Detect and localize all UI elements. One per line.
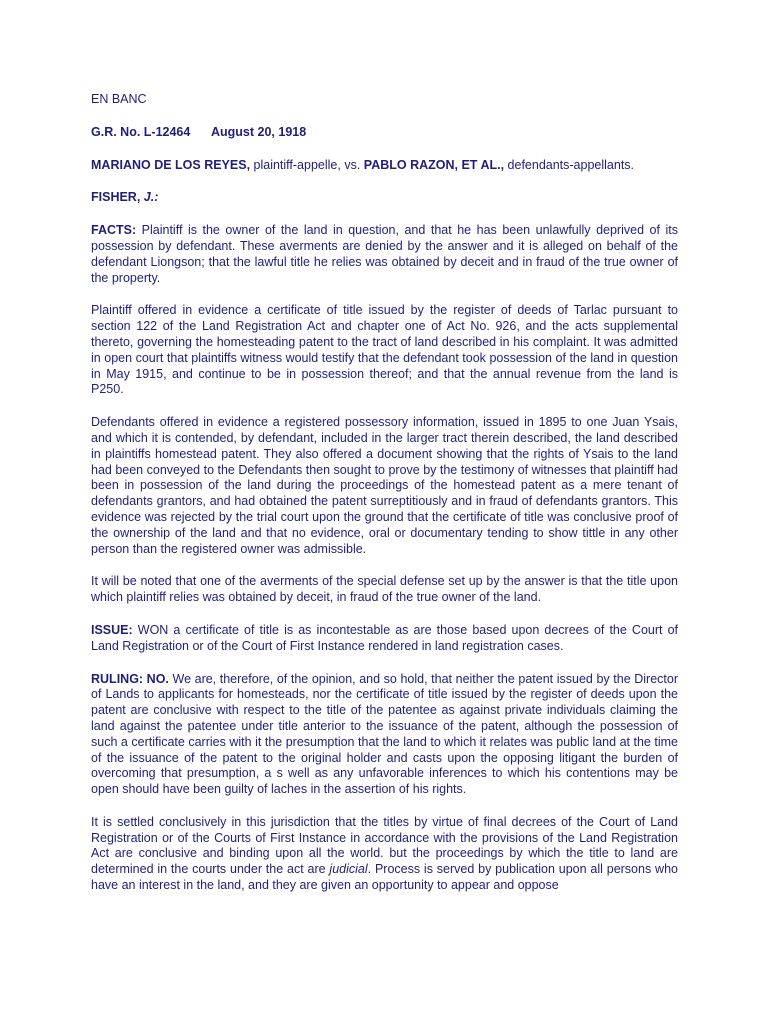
ponente-name: FISHER, — [91, 190, 144, 205]
case-parties — [91, 158, 678, 174]
case-header — [91, 125, 678, 141]
plaintiff-name: MARIANO DE LOS REYES, — [91, 157, 251, 172]
settled-text-after: . Process is served by publication upon all persons who have an interest in the land, and they are given an opportunity to appear and oppose — [91, 862, 678, 893]
decision-body — [91, 92, 678, 911]
facts-text: Plaintiff is the owner of the land in question, and that he has been unlawfully deprived of its possession by defendant. These averments are denied by the answer and it is alleged on behalf of the defendant Liongson; that the lawful title he relies was obtained by deceit and in fraud of the true owner of the property. — [91, 223, 678, 285]
defendants-evidence-paragraph: Defendants offered in evidence a registered possessory information, issued in 1895 to one Juan Ysais, and which it is contended, by defendant, included in the larger tract therein described, the land described in plaintiffs homestead patent. They also offered a document showing that the rights of Ysais to the land had been conveyed to the Defendants then sought to prove by the testimony of witnesses that plaintiff had been in possession of the land during the proceedings of the homestead patent as a mere tenant of defendants grantors, and had obtained the patent surreptitiously and in fraud of defendants grantors. This evidence was rejected by the trial court upon the ground that the certificate of title was conclusive proof of the ownership of the land and that no evidence, oral or documentary tending to show tittle in any other person than the registered owner was admissible. — [91, 415, 678, 556]
issue-label: ISSUE: — [91, 622, 133, 637]
special-defense-paragraph: It will be noted that one of the averments of the special defense set up by the answer is that the title upon which plaintiff relies was obtained by deceit, in fraud of the true owner of the land. — [91, 574, 678, 605]
ponente — [91, 190, 678, 206]
settled-paragraph — [91, 815, 678, 894]
ruling-text: We are, therefore, of the opinion, and so hold, that neither the patent issued by the Director of Lands to applicants for homesteads, nor the certificate of title issued by the register of deeds upon the patent are conclusive with respect to the title of the patentee as against private individuals claiming the land against the patentee under title anterior to the issuance of the patent, although the possession of such a certificate carries with it the presumption that the land to which it relates was public land at the time of the issuance of the patent to the original holder and casts upon the opposing litigant the burden of overcoming that presumption, a s well as any unfavorable inferences to which his contentions may be open should have been guilty of laches in the assertion of his rights. — [91, 671, 678, 797]
ruling-paragraph — [91, 672, 678, 798]
facts-paragraph — [91, 223, 678, 286]
settled-emphasis: judicial — [329, 862, 368, 877]
plaintiff-evidence-paragraph: Plaintiff offered in evidence a certificate of title issued by the register of deeds of Tarlac pursuant to section 122 of the Land Registration Act and chapter one of Act No. 926, and the acts supplemental thereto, governing the homesteading patent to the tract of land described in his complaint. It was admitted in open court that plaintiffs witness would testify that the defendant took possession of the land in question in May 1915, and continue to be in possession thereof; and that the annual revenue from the land is P250. — [91, 303, 678, 397]
division-label: EN BANC — [91, 92, 147, 106]
facts-label: FACTS: — [91, 223, 137, 238]
division-heading — [91, 92, 678, 108]
case-number: G.R. No. L-12464 — [91, 124, 191, 139]
settled-text-before: It is settled conclusively in this jurisdiction that the titles by virtue of final decrees of the Court of Land Registration or of the Courts of First Instance in accordance with the provisions of the Land Registration Act are conclusive and binding upon all the world. but the proceedings by which the title to land are determined in the courts under the act are — [91, 814, 678, 877]
issue-text: WON a certificate of title is as incontestable as are those based upon decrees of the Court of Land Registration or of the Court of First Instance rendered in land registration cases. — [91, 622, 678, 653]
ruling-label: RULING: NO. — [91, 671, 169, 686]
defendant-name: PABLO RAZON, ET AL., — [363, 157, 505, 172]
case-date: August 20, 1918 — [211, 124, 307, 139]
defendant-role: defendants-appellants. — [504, 157, 635, 172]
ponente-suffix: J.: — [143, 190, 159, 205]
plaintiff-role: plaintiff-appelle, vs. — [250, 157, 364, 172]
issue-paragraph — [91, 623, 678, 655]
